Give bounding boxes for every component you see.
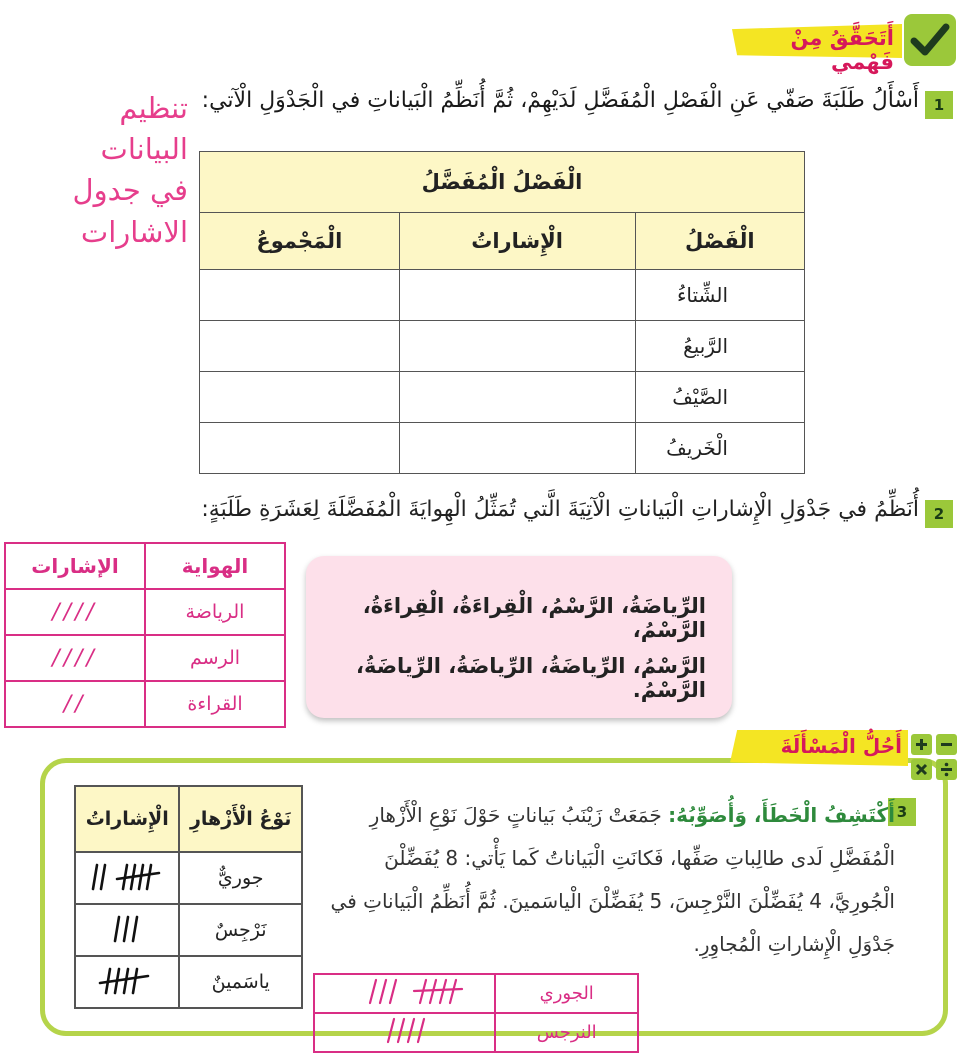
tally-marks: // — [5, 681, 145, 727]
total-cell[interactable] — [200, 321, 400, 372]
season-spring: الرَّبيعُ — [635, 321, 804, 372]
question-3-body: جَمَعَتْ زَيْنَبُ بَياناتٍ حَوْلَ نَوْعِ الْأَزْهارِ الْمُفَضَّلِ لَدى طالِباتِ صَفِّها، فَكانَتِ الْبَياناتُ كَما يَأْتي: 8 يُفَضِّلْنَ الْجُورِيَّ، 4 يُفَضِّلْنَ النَّرْجِسَ، 5 يُفَضِّلْنَ الْياسَمينَ. ثُمَّ أُنَظِّمُ الْبَياناتِ في جَدْوَلِ الْإِشاراتِ الْمُجاوِرِ. — [330, 803, 895, 956]
flower-name: الجوري — [495, 974, 638, 1013]
column-header-hobby: الهواية — [145, 543, 285, 589]
note-line-2: في جدول — [72, 173, 188, 208]
tally-three-icon — [107, 911, 147, 945]
data-line-1: الرِّياضَةُ، الرَّسْمُ، الْقِراءَةُ، الْقِراءَةُ، الرَّسْمُ، — [362, 594, 706, 642]
column-header-tally: الْإِشاراتُ — [399, 213, 635, 270]
question-3-text — [325, 794, 895, 966]
total-cell[interactable] — [200, 423, 400, 474]
tally-marks — [314, 974, 495, 1013]
flower-name: جوريٌّ — [179, 852, 302, 904]
find-error-label: أَكْتَشِفُ الْخَطَأَ، وَأُصَوِّبُهُ: — [668, 803, 895, 827]
data-line-2: الرَّسْمُ، الرِّياضَةُ، الرِّياضَةُ، الرِّياضَةُ، الرَّسْمُ. — [356, 654, 706, 702]
hobby-name: الرياضة — [145, 589, 285, 635]
hobby-answer-table — [4, 542, 286, 728]
column-header-season: الْفَصْلُ — [635, 213, 804, 270]
note-line-1: تنظيم البيانات — [100, 91, 188, 167]
flower-name: نَرْجِسٌ — [179, 904, 302, 956]
checkmark-icon — [902, 12, 958, 68]
corrected-answer-table — [313, 973, 639, 1053]
question-number-3: 3 — [888, 798, 916, 826]
flower-name: النرجس — [495, 1013, 638, 1052]
tally-five-icon — [96, 963, 158, 997]
season-summer: الصَّيْفُ — [635, 372, 804, 423]
column-header-flower: نَوْعُ الْأَزْهارِ — [179, 786, 302, 852]
question-number-2: 2 — [925, 500, 953, 528]
tally-cell[interactable] — [399, 372, 635, 423]
tally-cell[interactable] — [399, 423, 635, 474]
hobby-name: الرسم — [145, 635, 285, 681]
total-cell[interactable] — [200, 270, 400, 321]
tally-eight-icon — [340, 976, 470, 1006]
table-title: الْفَصْلُ الْمُفَضَّلُ — [200, 152, 805, 213]
column-header-tally: الْإِشاراتُ — [75, 786, 179, 852]
tally-marks — [75, 852, 179, 904]
season-autumn: الْخَريفُ — [635, 423, 804, 474]
season-winter: الشِّتاءُ — [635, 270, 804, 321]
tally-marks: //// — [5, 589, 145, 635]
data-box — [306, 556, 732, 718]
tally-marks — [75, 904, 179, 956]
calculator-icon — [911, 734, 957, 780]
tally-cell[interactable] — [399, 270, 635, 321]
banner-label: أَحُلُّ الْمَسْأَلَةَ — [780, 734, 902, 758]
question-number-1: 1 — [925, 91, 953, 119]
banner-label: أَتَحَقَّقُ مِنْ فَهْمي — [790, 26, 894, 74]
hobby-name: القراءة — [145, 681, 285, 727]
column-header-total: الْمَجْموعُ — [200, 213, 400, 270]
question-2-text: أُنَظِّمُ في جَدْوَلِ الْإِشاراتِ الْبَياناتِ الْآتِيَةَ الَّتي تُمَثِّلُ الْهِوايَةَ الْمُفَضَّلَةَ لِعَشَرَةِ طَلَبَةٍ: — [201, 497, 919, 522]
note-line-3: الاشارات — [80, 214, 188, 249]
tally-eight-icon — [85, 859, 169, 893]
flowers-tally-table — [74, 785, 303, 1009]
tally-four-icon — [340, 1015, 470, 1045]
tally-cell[interactable] — [399, 321, 635, 372]
solve-problem-banner — [730, 724, 910, 772]
check-understanding-banner — [722, 20, 902, 74]
favorite-season-table — [199, 151, 805, 474]
tally-marks — [75, 956, 179, 1008]
handwritten-note — [28, 88, 188, 253]
total-cell[interactable] — [200, 372, 400, 423]
flower-name: ياسَمينٌ — [179, 956, 302, 1008]
tally-marks — [314, 1013, 495, 1052]
question-1-text: أَسْأَلُ طَلَبَةَ صَفّي عَنِ الْفَصْلِ الْمُفَضَّلِ لَدَيْهِمْ، ثُمَّ أُنَظِّمُ الْبَياناتِ في الْجَدْوَلِ الْآتي: — [201, 88, 919, 113]
tally-marks: //// — [5, 635, 145, 681]
column-header-tally: الإشارات — [5, 543, 145, 589]
